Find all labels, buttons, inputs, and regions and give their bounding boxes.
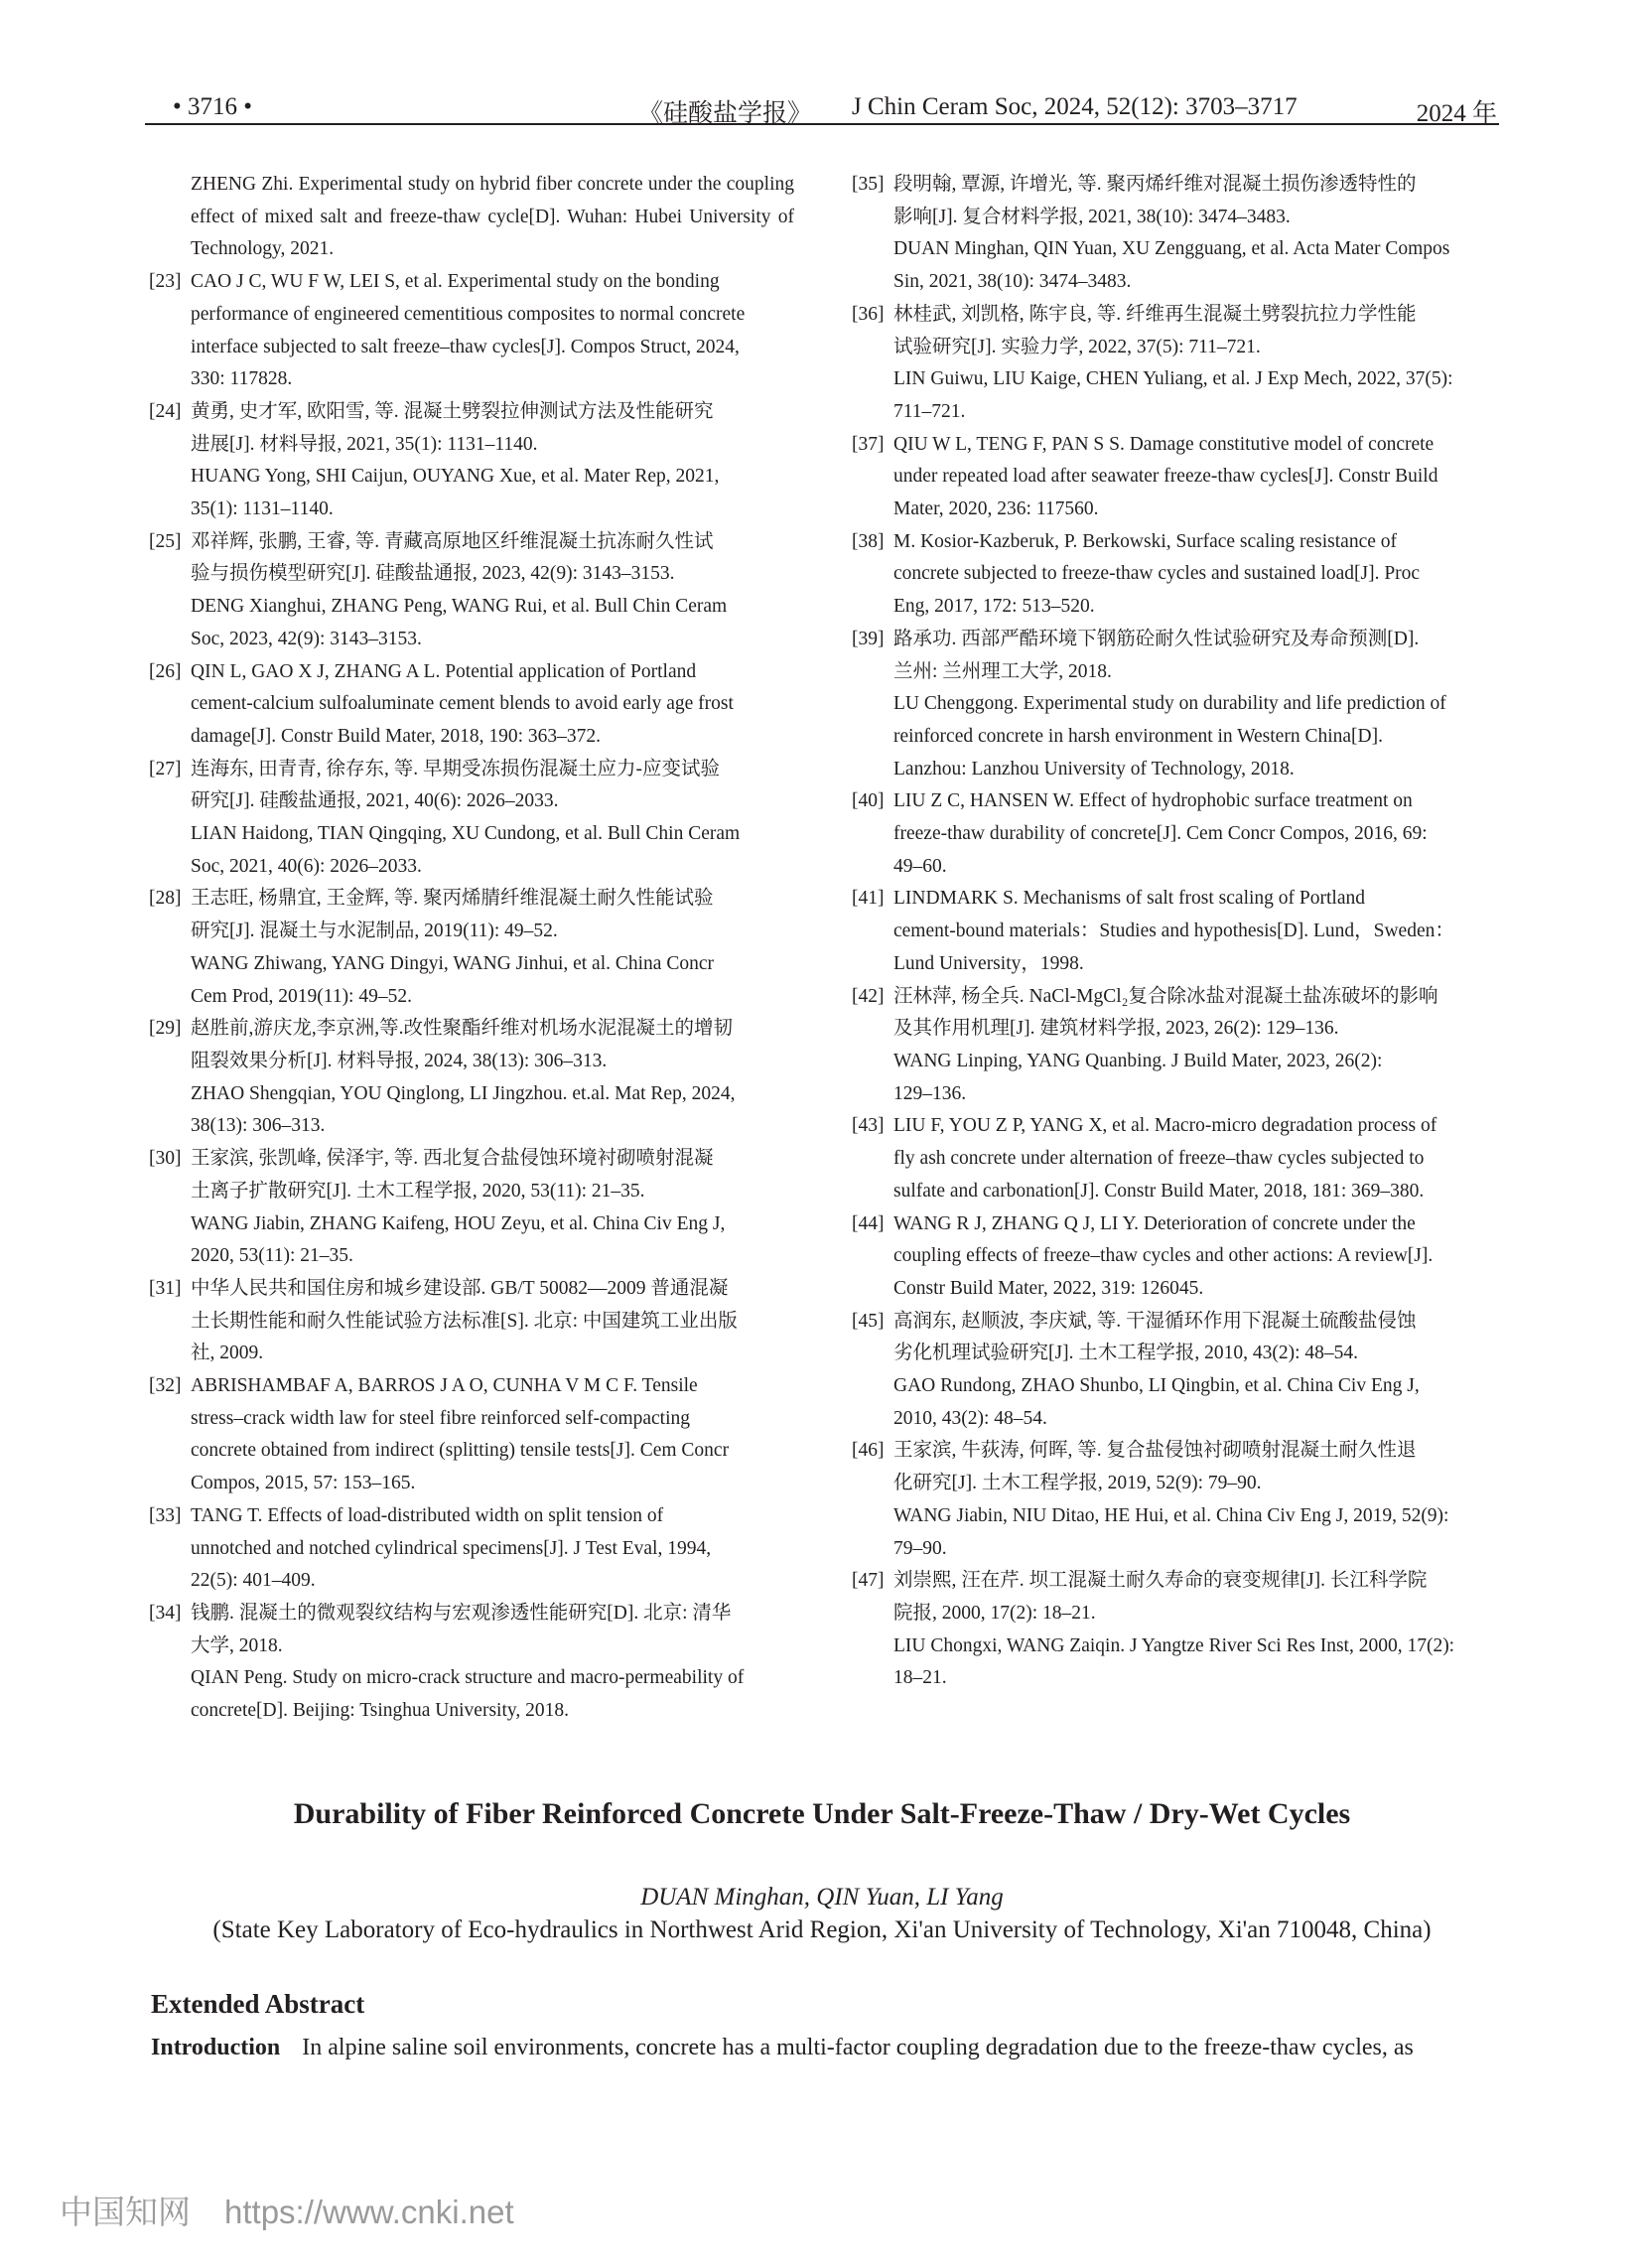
authors: DUAN Minghan, QIN Yuan, LI Yang — [640, 1884, 1004, 1911]
reference-line: fly ash concrete under alternation of freeze–thaw cycles subjected to — [893, 1148, 1425, 1170]
reference-line: cement-bound materials：Studies and hypothesis[D]. Lund，Sweden： — [893, 921, 1454, 942]
reference-item — [852, 299, 1499, 429]
reference-item — [149, 1143, 794, 1273]
reference-line: ZHAO Shengqian, YOU Qinglong, LI Jingzhou. et.al. Mat Rep, 2024, — [191, 1082, 736, 1104]
reference-line: Soc, 2023, 42(9): 3143–3153. — [191, 628, 422, 649]
reference-line: 2020, 53(11): 21–35. — [191, 1245, 353, 1267]
reference-line: damage[J]. Constr Build Mater, 2018, 190: 363–372. — [191, 725, 602, 747]
reference-line: 35(1): 1131–1140. — [191, 498, 334, 520]
reference-line: 连海东, 田青青, 徐存东, 等. 早期受冻损伤混凝土应力-应变试验 — [191, 758, 720, 780]
reference-number: [38] — [852, 530, 885, 552]
running-header — [145, 93, 1499, 125]
reference-number: [24] — [149, 400, 182, 422]
reference-item — [149, 656, 794, 754]
reference-line: unnotched and notched cylindrical specimens[J]. J Test Eval, 1994, — [191, 1537, 712, 1559]
reference-number: [23] — [149, 271, 182, 293]
reference-line: Lund University，1998. — [893, 952, 1084, 974]
reference-line: QIN L, GAO X J, ZHANG A L. Potential application of Portland — [191, 660, 697, 682]
reference-number: [41] — [852, 888, 885, 910]
reference-line: QIAN Peng. Study on micro-crack structure and macro-permeability of — [191, 1667, 745, 1689]
reference-line: 330: 117828. — [191, 368, 293, 390]
reference-number: [33] — [149, 1504, 182, 1526]
reference-number: [40] — [852, 790, 885, 812]
reference-line: 钱鹏. 混凝土的微观裂纹结构与宏观渗透性能研究[D]. 北京: 清华 — [191, 1602, 732, 1624]
reference-item — [852, 1565, 1499, 1695]
english-title: Durability of Fiber Reinforced Concrete Under Salt-Freeze-Thaw / Dry-Wet Cycles — [293, 1797, 1351, 1830]
intro-label: Introduction — [151, 2035, 281, 2060]
reference-number: [29] — [149, 1018, 182, 1040]
reference-line: 社, 2009. — [191, 1343, 264, 1364]
reference-line: 兰州: 兰州理工大学, 2018. — [893, 660, 1112, 682]
reference-line: under repeated load after seawater freeze-thaw cycles[J]. Constr Build — [893, 466, 1438, 488]
reference-line: coupling effects of freeze–thaw cycles and other actions: A review[J]. — [893, 1245, 1434, 1267]
reference-item — [852, 1435, 1499, 1565]
reference-line: ZHENG Zhi. Experimental study on hybrid fiber concrete under the — [191, 174, 722, 195]
reference-line: coupling effect of mixed salt and freeze-thaw cycle[D]. Wuhan: Hubei — [191, 174, 794, 227]
reference-line: 18–21. — [893, 1667, 947, 1689]
reference-number: [27] — [149, 758, 182, 780]
reference-number: [34] — [149, 1602, 182, 1624]
reference-line: 刘崇熙, 汪在芹. 坝工混凝土耐久寿命的衰变规律[J]. 长江科学院 — [893, 1570, 1428, 1592]
reference-line: 进展[J]. 材料导报, 2021, 35(1): 1131–1140. — [191, 433, 538, 455]
reference-line: performance of engineered cementitious composites to normal concrete — [191, 303, 746, 325]
reference-line: 路承功. 西部严酷环境下钢筋砼耐久性试验研究及寿命预测[D]. — [893, 628, 1420, 649]
reference-number: [44] — [852, 1212, 885, 1234]
reference-line: reinforced concrete in harsh environment in Western China[D]. — [893, 725, 1383, 747]
reference-line: DUAN Minghan, QIN Yuan, XU Zengguang, et al. Acta Mater Compos — [893, 238, 1450, 260]
reference-number: [39] — [852, 628, 885, 649]
reference-line: ABRISHAMBAF A, BARROS J A O, CUNHA V M C F. Tensile — [191, 1375, 698, 1397]
reference-line: Soc, 2021, 40(6): 2026–2033. — [191, 855, 422, 877]
reference-item — [852, 169, 1499, 299]
section-heading: Extended Abstract — [151, 1989, 365, 2019]
reference-line: LIAN Haidong, TIAN Qingqing, XU Cundong, et al. Bull Chin Ceram — [191, 823, 741, 845]
reference-item — [149, 1370, 794, 1500]
reference-line: interface subjected to salt freeze–thaw cycles[J]. Compos Struct, 2024, — [191, 336, 740, 357]
reference-line: 土长期性能和耐久性能试验方法标准[S]. 北京: 中国建筑工业出版 — [191, 1310, 738, 1332]
reference-item — [149, 1598, 794, 1728]
reference-number: [31] — [149, 1277, 182, 1299]
reference-line: Eng, 2017, 172: 513–520. — [893, 596, 1095, 618]
reference-item — [149, 1273, 794, 1370]
reference-line: freeze-thaw durability of concrete[J]. Cem Concr Compos, 2016, 69: — [893, 823, 1428, 845]
reference-number: [35] — [852, 174, 885, 195]
reference-item — [149, 1013, 794, 1143]
reference-number: [42] — [852, 985, 885, 1007]
reference-line: 黄勇, 史才军, 欧阳雪, 等. 混凝土劈裂拉伸测试方法及性能研究 — [191, 400, 714, 422]
reference-continuation — [149, 169, 794, 266]
reference-number: [37] — [852, 433, 885, 455]
reference-number: [25] — [149, 530, 182, 552]
reference-line: 79–90. — [893, 1537, 947, 1559]
reference-line: 大学, 2018. — [191, 1634, 283, 1656]
reference-line: 验与损伤模型研究[J]. 硅酸盐通报, 2023, 42(9): 3143–3153. — [191, 563, 675, 585]
reference-number: [47] — [852, 1570, 885, 1592]
reference-number: [43] — [852, 1115, 885, 1137]
reference-line: concrete subjected to freeze-thaw cycles and sustained load[J]. Proc — [893, 563, 1421, 585]
reference-line: Constr Build Mater, 2022, 319: 126045. — [893, 1277, 1204, 1299]
reference-item — [852, 785, 1499, 883]
reference-line: 38(13): 306–313. — [191, 1115, 326, 1137]
reference-line: 王志旺, 杨鼎宜, 王金辉, 等. 聚丙烯腈纤维混凝土耐久性能试验 — [191, 888, 714, 910]
reference-line: WANG Linping, YANG Quanbing. J Build Mater, 2023, 26(2): — [893, 1050, 1383, 1071]
header-year: 2024 年 — [1416, 100, 1497, 127]
reference-line: M. Kosior-Kazberuk, P. Berkowski, Surface scaling resistance of — [893, 530, 1398, 552]
reference-number: [28] — [149, 888, 182, 910]
reference-item — [149, 526, 794, 656]
reference-line: WANG Jiabin, ZHANG Kaifeng, HOU Zeyu, et al. China Civ Eng J, — [191, 1212, 726, 1234]
reference-line: 研究[J]. 混凝土与水泥制品, 2019(11): 49–52. — [191, 921, 558, 942]
reference-line: Mater, 2020, 236: 117560. — [893, 498, 1099, 520]
reference-line: Lanzhou: Lanzhou University of Technology, 2018. — [893, 758, 1295, 780]
journal-citation: J Chin Ceram Soc, 2024, 52(12): 3703–3717 — [852, 93, 1298, 120]
reference-line: 汪林萍, 杨全兵. NaCl-MgCl₂复合除冰盐对混凝土盐冻破坏的影响 — [893, 985, 1438, 1007]
reference-number: [46] — [852, 1440, 885, 1462]
reference-line: 段明翰, 覃源, 许增光, 等. 聚丙烯纤维对混凝土损伤渗透特性的 — [893, 174, 1417, 195]
reference-item — [149, 883, 794, 1013]
reference-line: 土离子扩散研究[J]. 土木工程学报, 2020, 53(11): 21–35. — [191, 1180, 645, 1202]
reference-line: 林桂武, 刘凯格, 陈宇良, 等. 纤维再生混凝土劈裂抗拉力学性能 — [893, 303, 1417, 325]
reference-item — [149, 1500, 794, 1598]
reference-line: 劣化机理试验研究[J]. 土木工程学报, 2010, 43(2): 48–54. — [893, 1343, 1358, 1364]
reference-line: 试验研究[J]. 实验力学, 2022, 37(5): 711–721. — [893, 336, 1261, 357]
reference-line: 阻裂效果分析[J]. 材料导报, 2024, 38(13): 306–313. — [191, 1050, 608, 1071]
reference-item — [852, 981, 1499, 1111]
reference-line: 化研究[J]. 土木工程学报, 2019, 52(9): 79–90. — [893, 1473, 1262, 1494]
reference-line: 711–721. — [893, 400, 966, 422]
introduction-paragraph — [151, 2035, 1501, 2061]
journal-name-cn: 《硅酸盐学报》 — [638, 100, 813, 127]
reference-line: WANG Zhiwang, YANG Dingyi, WANG Jinhui, et al. China Concr — [191, 952, 714, 974]
reference-line: LINDMARK S. Mechanisms of salt frost scaling of Portland — [893, 888, 1365, 910]
reference-item — [852, 1208, 1499, 1306]
affiliation: (State Key Laboratory of Eco-hydraulics in Northwest Arid Region, Xi'an University of Technology, Xi'an 710048, China) — [212, 1916, 1432, 1943]
reference-line: 研究[J]. 硅酸盐通报, 2021, 40(6): 2026–2033. — [191, 790, 559, 812]
reference-line: 赵胜前,游庆龙,李京洲,等.改性聚酯纤维对机场水泥混凝土的增韧 — [191, 1018, 734, 1040]
reference-item — [149, 266, 794, 396]
intro-text: In alpine saline soil environments, concrete has a multi-factor coupling degradation due to the freeze-thaw cycles, as — [302, 2035, 1414, 2060]
reference-number: [26] — [149, 660, 182, 682]
reference-number: [30] — [149, 1148, 182, 1170]
reference-item — [149, 396, 794, 526]
reference-line: Sin, 2021, 38(10): 3474–3483. — [893, 271, 1132, 293]
reference-line: QIU W L, TENG F, PAN S S. Damage constitutive model of concrete — [893, 433, 1435, 455]
reference-line: 王家滨, 张凯峰, 侯泽宇, 等. 西北复合盐侵蚀环境衬砌喷射混凝 — [191, 1148, 714, 1170]
reference-item — [852, 624, 1499, 786]
reference-line: LIU F, YOU Z P, YANG X, et al. Macro-micro degradation process of — [893, 1115, 1437, 1137]
reference-line: 及其作用机理[J]. 建筑材料学报, 2023, 26(2): 129–136. — [893, 1018, 1339, 1040]
reference-line: 中华人民共和国住房和城乡建设部. GB/T 50082—2009 普通混凝 — [191, 1277, 729, 1299]
reference-line: University of Technology, 2021. — [191, 206, 794, 260]
reference-line: LIU Chongxi, WANG Zaiqin. J Yangtze River Sci Res Inst, 2000, 17(2): — [893, 1634, 1455, 1656]
cnki-watermark — [60, 2187, 514, 2233]
reference-line: concrete[D]. Beijing: Tsinghua University, 2018. — [191, 1700, 569, 1722]
watermark-brand: 中国知网 — [60, 2194, 191, 2230]
reference-line: sulfate and carbonation[J]. Constr Build Mater, 2018, 181: 369–380. — [893, 1180, 1425, 1202]
page-number: • 3716 • — [173, 93, 253, 120]
reference-line: HUANG Yong, SHI Caijun, OUYANG Xue, et al. Mater Rep, 2021, — [191, 466, 720, 488]
references-right-column — [852, 169, 1499, 1695]
reference-line: Compos, 2015, 57: 153–165. — [191, 1473, 416, 1494]
reference-item — [852, 526, 1499, 624]
references-left-column — [149, 169, 794, 1728]
reference-line: 129–136. — [893, 1082, 967, 1104]
reference-line: cement-calcium sulfoaluminate cement blends to avoid early age frost — [191, 693, 734, 715]
reference-item — [852, 429, 1499, 526]
reference-line: 高润东, 赵顺波, 李庆斌, 等. 干湿循环作用下混凝土硫酸盐侵蚀 — [893, 1310, 1417, 1332]
reference-line: 影响[J]. 复合材料学报, 2021, 38(10): 3474–3483. — [893, 206, 1291, 227]
reference-number: [36] — [852, 303, 885, 325]
reference-line: 邓祥辉, 张鹏, 王睿, 等. 青藏高原地区纤维混凝土抗冻耐久性试 — [191, 530, 714, 552]
reference-line: WANG R J, ZHANG Q J, LI Y. Deterioration of concrete under the — [893, 1212, 1416, 1234]
reference-line: 2010, 43(2): 48–54. — [893, 1407, 1047, 1429]
reference-line: GAO Rundong, ZHAO Shunbo, LI Qingbin, et al. China Civ Eng J, — [893, 1375, 1420, 1397]
reference-line: 22(5): 401–409. — [191, 1570, 316, 1592]
reference-line: concrete obtained from indirect (splitting) tensile tests[J]. Cem Concr — [191, 1440, 730, 1462]
reference-item — [852, 883, 1499, 980]
reference-line: 院报, 2000, 17(2): 18–21. — [893, 1602, 1096, 1624]
reference-line: CAO J C, WU F W, LEI S, et al. Experimental study on the bonding — [191, 271, 720, 293]
reference-line: LIN Guiwu, LIU Kaige, CHEN Yuliang, et al. J Exp Mech, 2022, 37(5): — [893, 368, 1453, 390]
reference-line: WANG Jiabin, NIU Ditao, HE Hui, et al. China Civ Eng J, 2019, 52(9): — [893, 1504, 1449, 1526]
reference-line: TANG T. Effects of load-distributed width on split tension of — [191, 1504, 664, 1526]
reference-line: DENG Xianghui, ZHANG Peng, WANG Rui, et al. Bull Chin Ceram — [191, 596, 728, 618]
reference-line: 王家滨, 牛荻涛, 何晖, 等. 复合盐侵蚀衬砌喷射混凝土耐久性退 — [893, 1440, 1417, 1462]
reference-line: 49–60. — [893, 855, 947, 877]
reference-line: Cem Prod, 2019(11): 49–52. — [191, 985, 412, 1007]
reference-item — [852, 1110, 1499, 1207]
reference-line: stress–crack width law for steel fibre reinforced self-compacting — [191, 1407, 691, 1429]
reference-number: [32] — [149, 1375, 182, 1397]
reference-item — [149, 754, 794, 884]
reference-line: LU Chenggong. Experimental study on durability and life prediction of — [893, 693, 1446, 715]
reference-line: LIU Z C, HANSEN W. Effect of hydrophobic surface treatment on — [893, 790, 1413, 812]
reference-item — [852, 1306, 1499, 1436]
watermark-url: https://www.cnki.net — [224, 2194, 514, 2230]
reference-number: [45] — [852, 1310, 885, 1332]
